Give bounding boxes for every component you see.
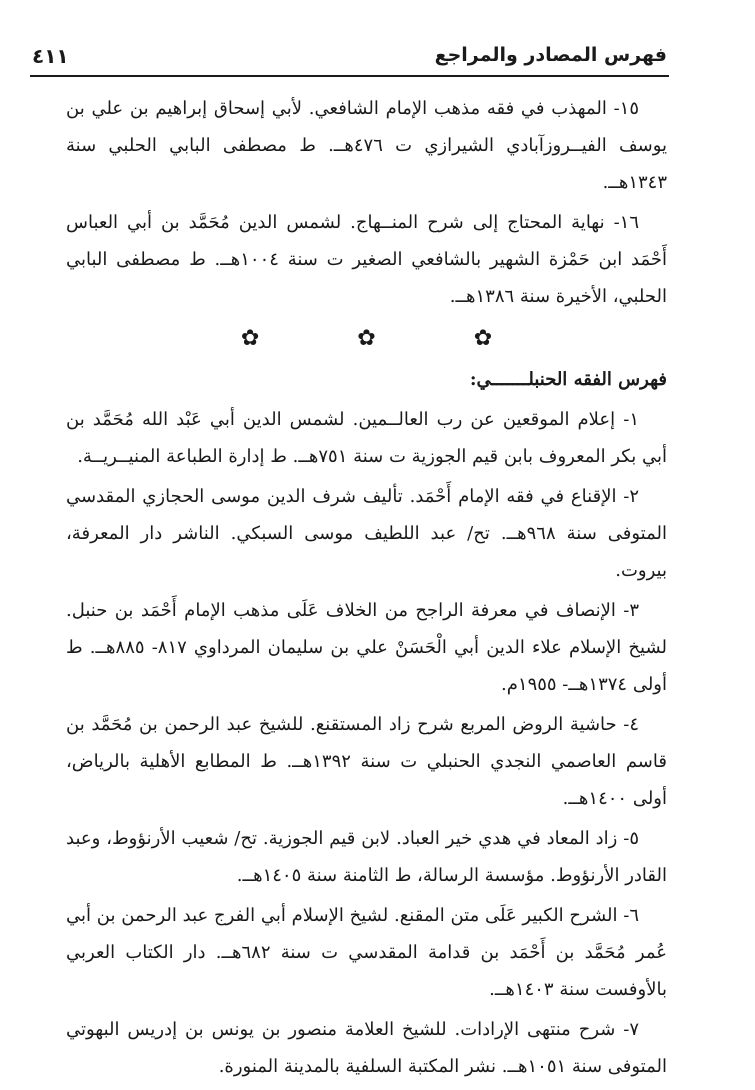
- reference-entry: ٦- الشرح الكبير عَلَى متن المقنع. لشيخ الإسلام أبي الفرج عبد الرحمن بن أبي عُمر مُحَمَّد بن أَحْمَد بن قدامة المقدسي ت سنة ٦٨٢هــ. دار الكتاب العربي بالأوفست سنة ١٤٠٣هــ.: [66, 905, 667, 1000]
- reference-entry: ٢- الإقناع في فقه الإمام أَحْمَد. تأليف شرف الدين موسى الحجازي المقدسي المتوفى سنة ٩٦٨هــ. تح/ عبد اللطيف موسى السبكي. الناشر دار المعرفة، بيروت.: [66, 486, 667, 581]
- reference-entry: ٥- زاد المعاد في هدي خير العباد. لابن قيم الجوزية. تح/ شعيب الأرنؤوط، وعبد القادر الأرنؤوط. مؤسسة الرسالة، ط الثامنة سنة ١٤٠٥هــ.: [66, 828, 667, 886]
- reference-entry: ٤- حاشية الروض المربع شرح زاد المستقنع. للشيخ عبد الرحمن بن مُحَمَّد بن قاسم العاصمي النجدي الحنبلي ت سنة ١٣٩٢هــ. ط المطابع الأهلية بالرياض، أولى ١٤٠٠هــ.: [66, 714, 667, 809]
- reference-entry: ٣- الإنصاف في معرفة الراجح من الخلاف عَلَى مذهب الإمام أَحْمَد بن حنبل. لشيخ الإسلام علاء الدين أبي الْحَسَنْ علي بن سليمان المرداوي ٨١٧- ٨٨٥هــ. ط أولى ١٣٧٤هــ- ١٩٥٥م.: [66, 600, 667, 695]
- reference-entry: ١٦- نهاية المحتاج إلى شرح المنــهاج. لشمس الدين مُحَمَّد بن أبي العباس أَحْمَد ابن حَمْزة الشهير بالشافعي الصغير ت سنة ١٠٠٤هــ. ط مصطفى البابي الحلبي، الأخيرة سنة ١٣٨٦هــ.: [66, 212, 667, 307]
- page-number: ٤١١: [32, 44, 69, 68]
- page-header: [32, 44, 667, 74]
- ornament-divider: [66, 317, 667, 361]
- flower-ornament-icon: ✿: [357, 326, 376, 351]
- flower-ornament-icon: ✿: [473, 326, 493, 351]
- section-heading: فهرس الفقه الحنبلـــــــي:: [469, 369, 667, 390]
- reference-entry: ٧- شرح منتهى الإرادات. للشيخ العلامة منصور بن يونس بن إدريس البهوتي المتوفى سنة ١٠٥١هــ. نشر المكتبة السلفية بالمدينة المنورة.: [66, 1019, 667, 1077]
- reference-entry: ١- إعلام الموقعين عن رب العالــمين. لشمس الدين أبي عَبْد الله مُحَمَّد بن أبي بكر المعروف بابن قيم الجوزية ت سنة ٧٥١هــ. ط إدارة الطباعة المنيــريــة.: [66, 409, 667, 467]
- reference-entry: ١٥- المهذب في فقه مذهب الإمام الشافعي. لأبي إسحاق إبراهيم بن علي بن يوسف الفيــروزآبادي الشيرازي ت ٤٧٦هــ. ط مصطفى البابي الحلبي سنة ١٣٤٣هــ.: [66, 98, 668, 193]
- page-body: [66, 90, 667, 1085]
- flower-ornament-icon: ✿: [240, 326, 260, 351]
- page-title: فهرس المصادر والمراجع: [434, 44, 667, 66]
- header-rule: [30, 75, 669, 77]
